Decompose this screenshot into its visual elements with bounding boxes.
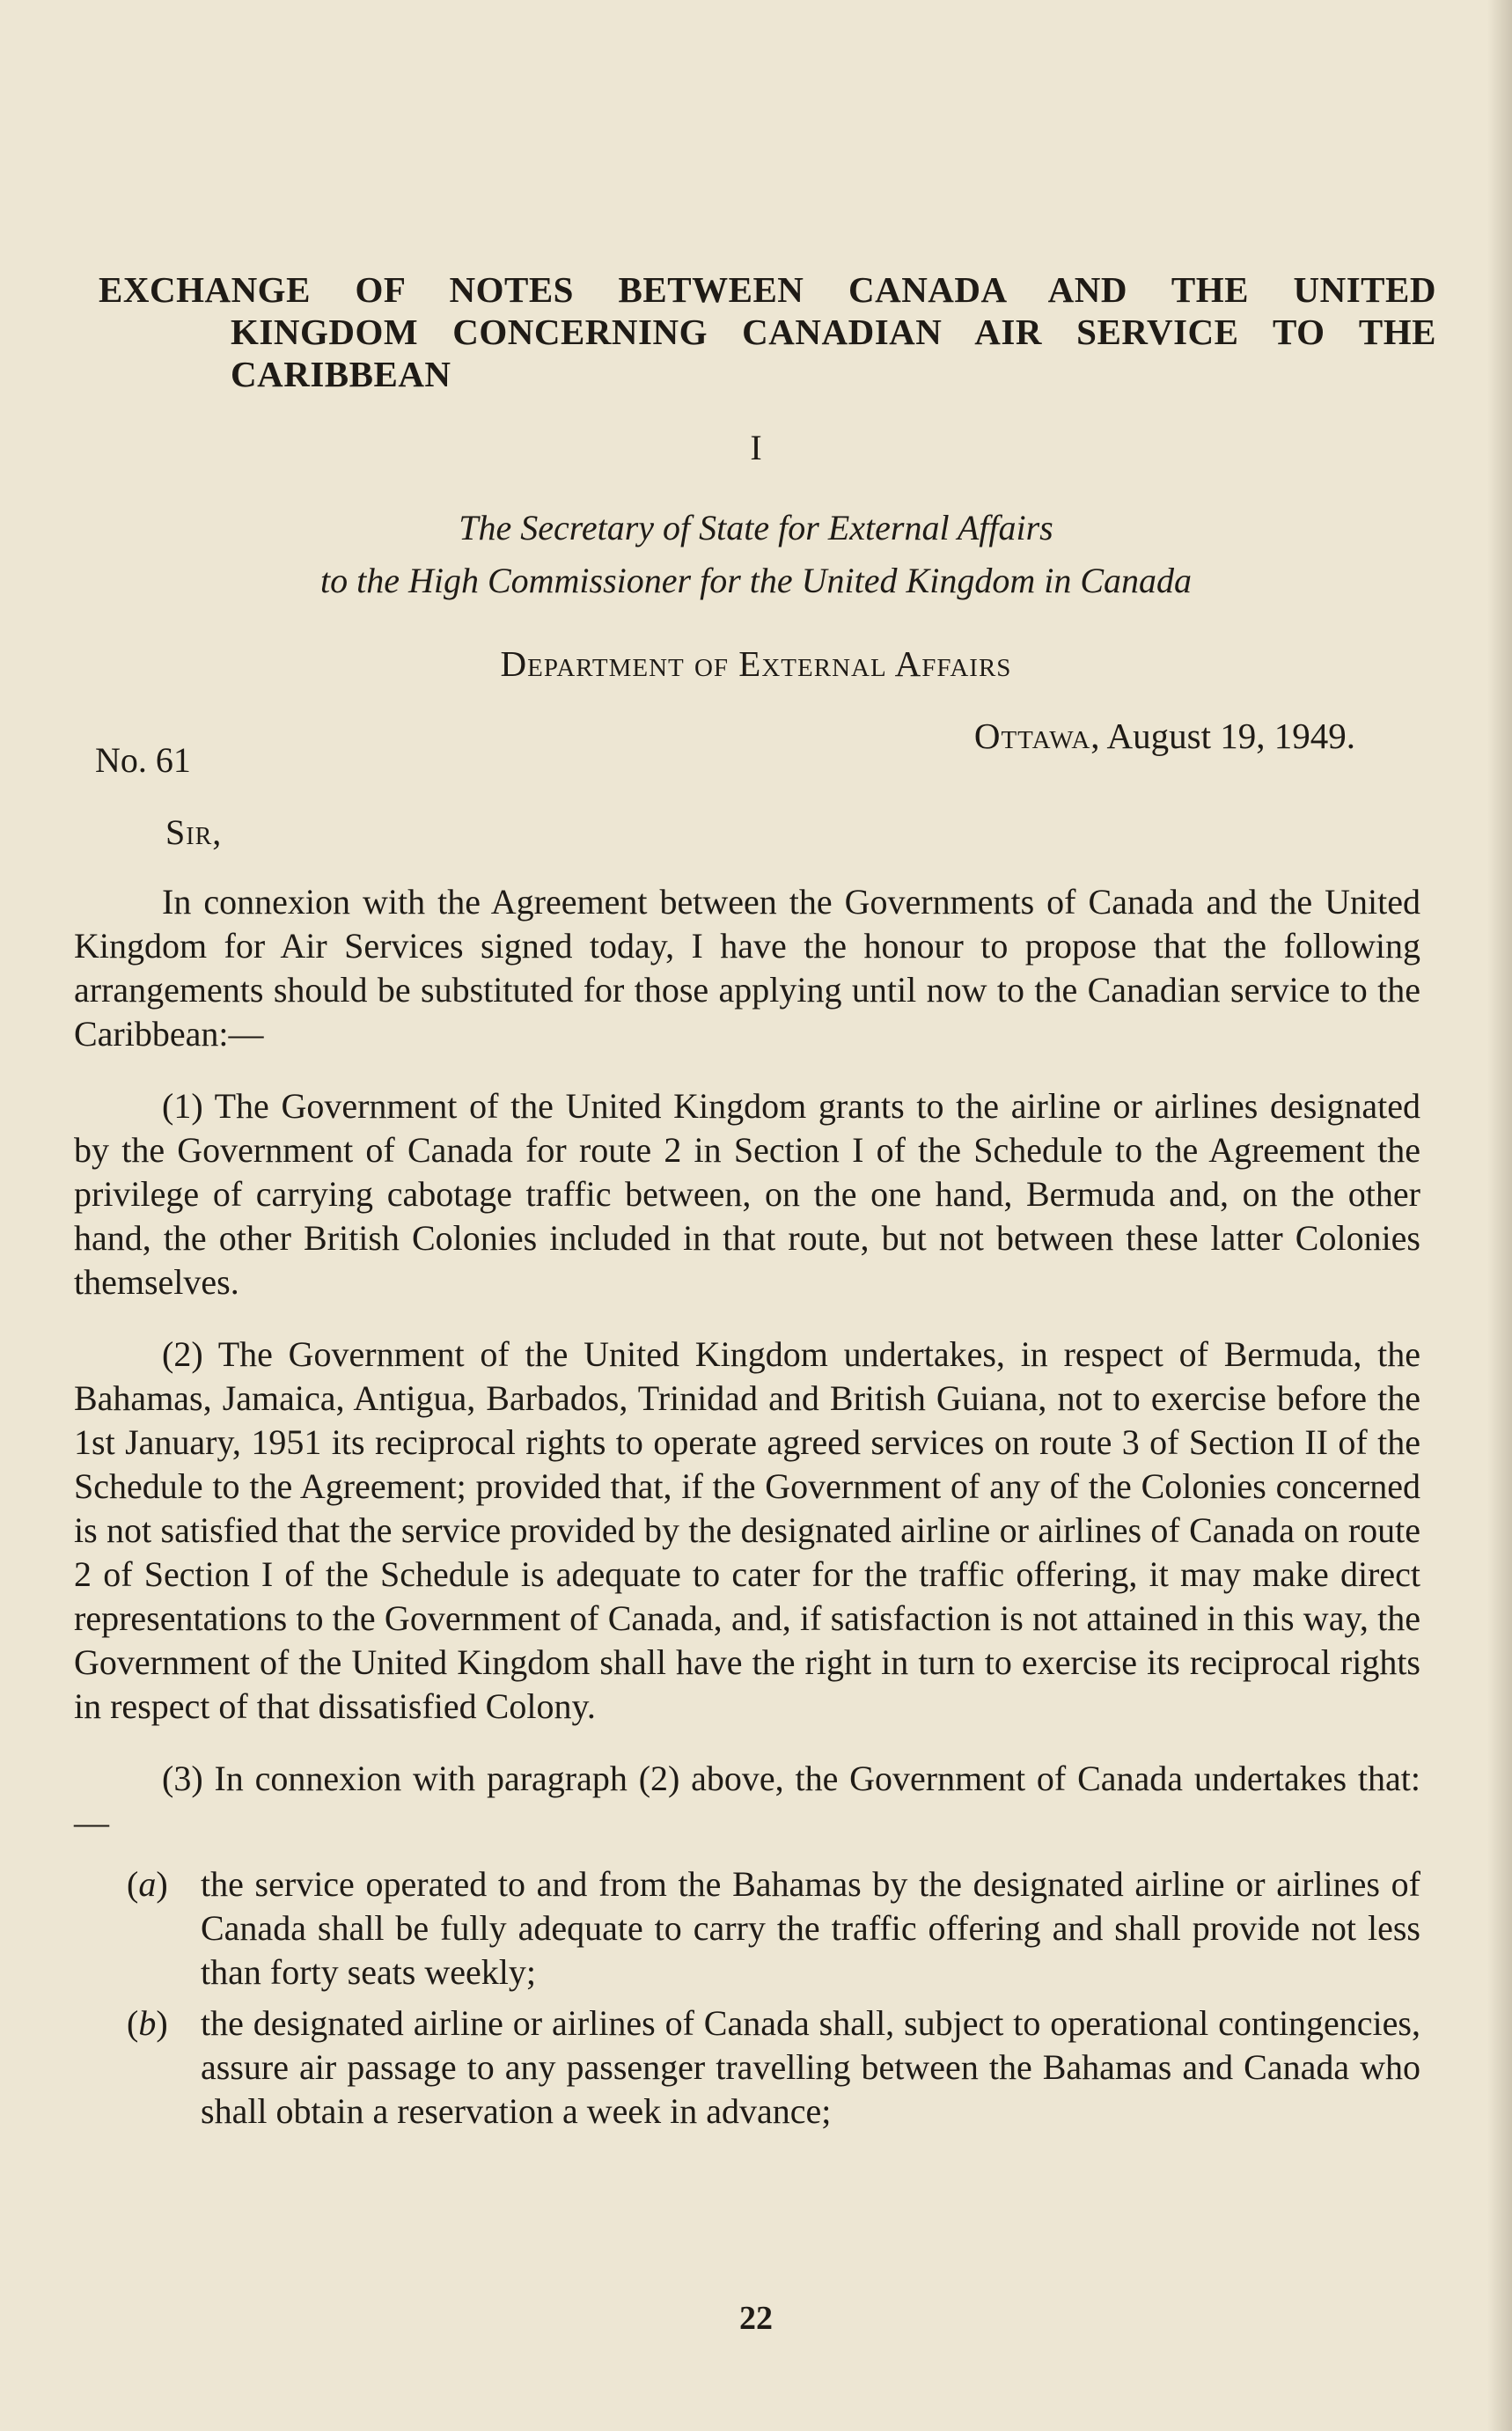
page-edge-shadow — [1487, 0, 1512, 2431]
salutation: Sir, — [165, 812, 223, 852]
sub-item-label: (b) — [127, 2003, 168, 2043]
sub-item-a — [127, 1862, 1420, 1994]
sub-item-text: the service operated to and from the Bahamas by the designated airline or airlines of Canada shall be fully adequate to carry the traffic offering and shall provide not less than forty seats weekly; — [201, 1864, 1420, 1992]
note-number: No. 61 — [95, 740, 191, 780]
body-paragraph-intro: In connexion with the Agreement between the Governments of Canada and the United Kingdom for Air Services signed today, I have the honour to propose that the following arrangements should be substituted for those applying until now to the Canadian service to the Caribbean:— — [74, 882, 1420, 1054]
title-line-3: CARIBBEAN — [231, 354, 451, 394]
body-paragraph-1: (1) The Government of the United Kingdom grants to the airline or airlines designated by the Government of Canada for route 2 in Section I of the Schedule to the Agreement the privilege of carrying cabotage traffic between, on the one hand, Bermuda and, on the other hand, the other British Colonies included in that route, but not between these latter Colonies themselves. — [74, 1086, 1420, 1302]
letter-body — [74, 880, 1420, 2141]
page-number: 22 — [739, 2300, 773, 2337]
dateline-city: Ottawa — [973, 716, 1091, 756]
section-numeral: I — [750, 428, 762, 467]
title-line-2: KINGDOM CONCERNING CANADIAN AIR SERVICE TO THE — [231, 312, 1436, 352]
dateline — [974, 715, 1355, 757]
body-paragraph-2: (2) The Government of the United Kingdom undertakes, in respect of Bermuda, the Bahamas, Jamaica, Antigua, Barbados, Trinidad and British Guiana, not to exercise before the 1st January, 1951 its reciprocal rights to operate agreed services on route 3 of Section II of the Schedule to the Agreement; provided that, if the Government of any of the Colonies concerned is not satisfied that the service provided by the designated airline or airlines of Canada on route 2 of Section I of the Schedule is adequate to cater for the traffic offering, it may make direct representations to the Government of Canada, and, if satisfaction is not attained in this way, the Government of the United Kingdom shall have the right in turn to exercise its reciprocal rights in respect of that dissatisfied Colony. — [74, 1334, 1420, 1726]
sub-item-label: (a) — [127, 1864, 168, 1904]
recipient-line: to the High Commissioner for the United Kingdom in Canada — [320, 561, 1192, 600]
title-line-1: EXCHANGE OF NOTES BETWEEN CANADA AND THE UNITED — [99, 269, 1436, 310]
sender-line: The Secretary of State for External Affairs — [459, 508, 1053, 547]
document-title — [99, 268, 1436, 395]
department-heading: Department of External Affairs — [500, 643, 1012, 684]
sub-item-b — [127, 2001, 1420, 2134]
sub-item-text: the designated airline or airlines of Canada shall, subject to operational contingencies, assure air passage to any passenger travelling between the Bahamas and Canada who shall obtain a reservation a week in advance; — [201, 2003, 1420, 2131]
body-paragraph-3: (3) In connexion with paragraph (2) above, the Government of Canada undertakes that:— — [74, 1759, 1420, 1842]
dateline-date: , August 19, 1949. — [1090, 716, 1355, 756]
